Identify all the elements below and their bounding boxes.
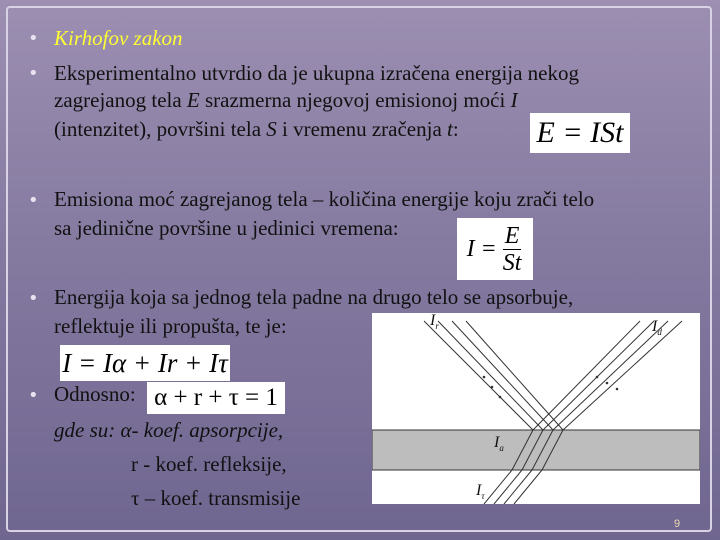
incident-beam xyxy=(533,321,682,430)
para3-line1: Energija koja sa jednog tela padne na drugo telo se apsorbuje, xyxy=(54,285,574,309)
label-transmitted: $I_\tau$ xyxy=(476,482,485,501)
label-reflected: $I_r$ xyxy=(430,313,439,331)
para2-line1: Emisiona moć zagrejanog tela – količina energije koju zrači telo xyxy=(54,187,595,211)
where-line1: gde su: α- koef. apsorpcije, xyxy=(54,418,284,442)
equation-intensity-sum: I = Iα + Ir + Iτ xyxy=(60,345,230,381)
bullet-3: • xyxy=(28,190,39,211)
para1-var-t: t xyxy=(447,117,453,141)
eq2-numerator: E xyxy=(504,222,520,249)
radiation-diagram xyxy=(372,313,700,504)
slide-title: Kirhofov zakon xyxy=(54,26,183,50)
para1-line2 xyxy=(54,88,518,113)
para1-line3-b: i vremenu zračenja xyxy=(276,117,448,141)
where-line2: r - koef. refleksije, xyxy=(131,452,287,476)
para1-line2-b: srazmerna njegovoj emisionoj moći xyxy=(199,88,511,112)
para1-var-e: E xyxy=(186,88,200,112)
equation-energy: E = ISt xyxy=(530,113,630,153)
para1-line3-c: : xyxy=(452,117,459,141)
para2-line2: sa jedinične površine u jedinici vremena: xyxy=(54,216,399,240)
label-absorbed: $I_a$ xyxy=(494,434,504,453)
radiation-diagram-svg xyxy=(372,313,700,504)
equation-emissive-power xyxy=(457,218,533,280)
absorbing-slab xyxy=(372,430,700,470)
para1-line3-a: (intenzitet), površini tela xyxy=(54,117,267,141)
eq2-fraction xyxy=(501,223,524,276)
para1-line3 xyxy=(54,117,459,142)
bullet-2: • xyxy=(28,63,39,84)
label-incident: $I_d$ xyxy=(652,318,662,337)
para1-line2-a: zagrejanog tela xyxy=(54,88,187,112)
reflected-beam xyxy=(424,321,563,430)
eq2-lhs: I = xyxy=(466,235,497,262)
where-line3: τ – koef. transmisije xyxy=(131,486,301,510)
para1-var-s: S xyxy=(266,117,277,141)
eq2-denominator: St xyxy=(502,249,522,276)
para3-line2: reflektuje ili propušta, te je: xyxy=(54,314,287,338)
para1-var-i: I xyxy=(510,88,518,112)
bullet-4: • xyxy=(28,288,39,309)
bullet-1: • xyxy=(28,28,39,49)
page-number: 9 xyxy=(674,518,681,530)
equation-coefficients: α + r + τ = 1 xyxy=(147,382,285,414)
bullet-5: • xyxy=(28,385,39,406)
para1-line1: Eksperimentalno utvrdio da je ukupna izračena energija nekog xyxy=(54,61,579,85)
para4-label: Odnosno: xyxy=(54,382,136,406)
